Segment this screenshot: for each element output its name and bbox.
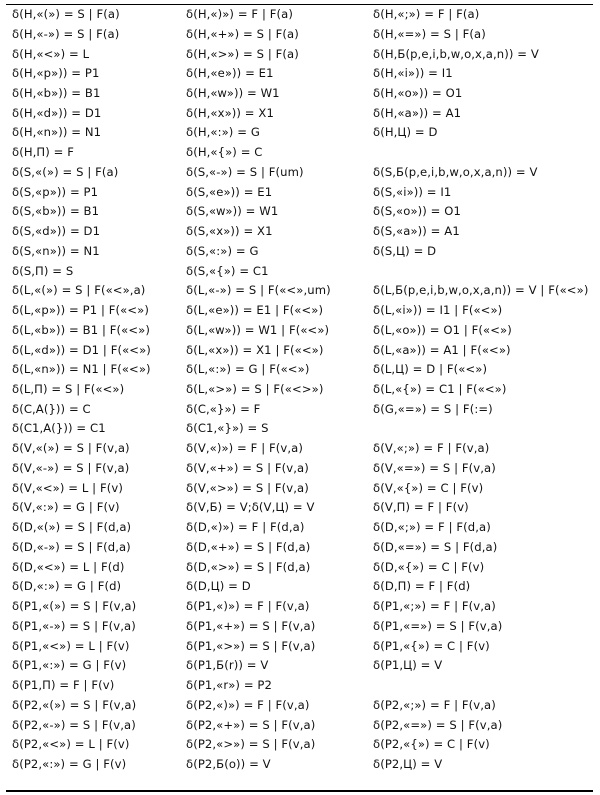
- table-row: [12, 637, 600, 657]
- table-bottom-rule: [6, 790, 593, 792]
- transition-rule-cell: δ(H,«b»)) = B1: [12, 86, 101, 100]
- transition-rule-cell: δ(C1,«}») = S: [186, 421, 269, 436]
- transition-rule-cell: δ(V,«{») = C | F(v): [373, 480, 484, 495]
- transition-rule-cell: δ(S,«:») = G: [186, 243, 259, 258]
- table-row: [12, 123, 600, 143]
- table-row: [12, 64, 600, 84]
- transition-rule-cell: δ(D,«+») = S | F(d,a): [186, 539, 311, 554]
- transition-rule-cell: δ(H,«<») = L: [12, 46, 90, 61]
- table-row: [12, 459, 600, 479]
- transition-rule-cell: δ(S,П) = S: [12, 263, 74, 278]
- transition-rule-cell: δ(S,«{») = C1: [186, 263, 269, 278]
- transition-rule-cell: δ(V,«;») = F | F(v,a): [373, 441, 490, 456]
- table-row: [12, 262, 600, 282]
- transition-rule-cell: δ(L,Ц) = D | F(«<»): [373, 362, 488, 377]
- transition-rule-cell: δ(H,«d»)) = D1: [12, 105, 102, 120]
- transition-rule-cell: δ(D,«{») = C | F(v): [373, 559, 485, 574]
- transition-rule-cell: δ(P1,П) = F | F(v): [12, 678, 115, 693]
- transition-rule-cell: δ(S,«-») = S | F(um): [186, 164, 304, 179]
- transition-rule-cell: δ(P2,«+») = S | F(v,a): [186, 717, 316, 732]
- transition-rule-cell: δ(P1,«<») = L | F(v): [12, 638, 130, 653]
- transition-rule-cell: δ(P1,Ц) = V: [373, 658, 443, 673]
- transition-rule-cell: δ(L,«:») = G | F(«<»): [186, 362, 310, 377]
- transition-rule-cell: δ(V,«+») = S | F(v,a): [186, 460, 309, 475]
- transition-rule-cell: δ(P1,«-») = S | F(v,a): [12, 618, 136, 633]
- transition-rule-cell: δ(H,«+») = S | F(a): [186, 26, 299, 41]
- transition-rule-cell: δ(D,«>») = S | F(d,a): [186, 559, 311, 574]
- table-row: [12, 281, 600, 301]
- transition-rule-cell: δ(L,«n»)) = N1 | F(«<»): [12, 362, 151, 377]
- table-row: [12, 340, 600, 360]
- transition-rule-cell: δ(H,«w»)) = W1: [186, 86, 280, 100]
- transition-rule-cell: δ(C,«}») = F: [186, 401, 261, 416]
- transition-rule-cell: δ(L,«e»)) = E1 | F(«<»): [186, 303, 324, 318]
- transition-rule-cell: δ(L,«{») = C1 | F(«<»): [373, 382, 507, 397]
- table-row: [12, 538, 600, 558]
- transition-rule-cell: δ(H,П) = F: [12, 145, 75, 160]
- transition-rule-cell: δ(H,«x»)) = X1: [186, 105, 274, 120]
- table-row: [12, 498, 600, 518]
- transition-rule-cell: δ(L,«b»)) = B1 | F(«<»): [12, 322, 150, 337]
- transition-rule-cell: δ(L,«i»)) = I1 | F(«<»): [373, 303, 503, 318]
- transition-rule-cell: δ(H,«>») = S | F(a): [186, 46, 299, 61]
- transition-rule-cell: δ(H,«;») = F | F(a): [373, 7, 480, 22]
- transition-rule-cell: δ(P2,Б(o)) = V: [186, 756, 271, 771]
- table-row: [12, 380, 600, 400]
- transition-rule-cell: δ(D,«)») = F | F(d,a): [186, 520, 305, 535]
- transition-rule-cell: δ(S,«x»)) = X1: [186, 224, 273, 239]
- table-row: [12, 656, 600, 676]
- transition-rule-cell: δ(L,«>») = S | F(«<>»): [186, 382, 324, 397]
- table-row: [12, 163, 600, 183]
- transition-rule-cell: δ(P1,«>») = S | F(v,a): [186, 638, 316, 653]
- transition-rule-cell: δ(D,«;») = F | F(d,a): [373, 520, 491, 535]
- transition-rule-cell: δ(L,«d»)) = D1 | F(«<»): [12, 342, 151, 357]
- transition-rule-cell: δ(S,«e»)) = E1: [186, 184, 273, 199]
- table-row: [12, 676, 600, 696]
- transition-rule-cell: δ(L,«x»)) = X1 | F(«<»): [186, 342, 324, 357]
- transition-rule-cell: δ(H,Б(p,e,i,b,w,o,x,a,n)) = V: [373, 46, 539, 61]
- table-row: [12, 25, 600, 45]
- transition-rule-cell: δ(D,«-») = S | F(d,a): [12, 539, 131, 554]
- table-row: [12, 183, 600, 203]
- transition-rule-cell: δ(P1,«:») = G | F(v): [12, 658, 127, 673]
- transition-rule-cell: δ(H,«=») = S | F(a): [373, 26, 486, 41]
- table-row: [12, 755, 600, 775]
- transition-rule-cell: δ(P1,«+») = S | F(v,a): [186, 618, 316, 633]
- transition-rule-cell: δ(P1,«r») = P2: [186, 678, 272, 693]
- table-row: [12, 715, 600, 735]
- transition-rule-cell: δ(D,«:») = G | F(d): [12, 579, 122, 594]
- table-row: [12, 400, 600, 420]
- transition-rule-cell: δ(H,«e»)) = E1: [186, 66, 274, 81]
- transition-rule-cell: δ(G,«=») = S | F(:=): [373, 401, 493, 416]
- transition-rule-cell: δ(P2,«)») = F | F(v,a): [186, 697, 310, 712]
- transition-rule-cell: [373, 262, 600, 282]
- transition-rule-cell: δ(D,П) = F | F(d): [373, 579, 471, 594]
- transition-rule-cell: δ(D,«=») = S | F(d,a): [373, 539, 498, 554]
- transition-rule-cell: δ(V,«(») = S | F(v,a): [12, 441, 130, 456]
- table-row: [12, 735, 600, 755]
- transition-rule-cell: δ(D,«(») = S | F(d,a): [12, 520, 132, 535]
- transition-table-body: [12, 5, 600, 775]
- transition-rule-cell: δ(V,«=») = S | F(v,a): [373, 460, 496, 475]
- table-row: [12, 617, 600, 637]
- transition-rule-cell: δ(H,«:») = G: [186, 125, 260, 140]
- transition-rule-cell: δ(H,«-») = S | F(a): [12, 26, 120, 41]
- transition-rule-cell: [373, 676, 600, 696]
- transition-rule-cell: δ(C,A(})) = C: [12, 401, 91, 416]
- transition-rule-cell: δ(L,Б(p,e,i,b,w,o,x,a,n)) = V | F(«<»): [373, 283, 589, 298]
- table-row: [12, 143, 600, 163]
- transition-rule-cell: δ(P1,«{») = C | F(v): [373, 638, 490, 653]
- transition-rule-cell: δ(P1,«;») = F | F(v,a): [373, 599, 496, 614]
- transition-rule-cell: δ(S,«o»)) = O1: [373, 204, 461, 219]
- transition-rule-cell: δ(L,П) = S | F(«<»): [12, 382, 125, 397]
- transition-table: [12, 5, 600, 775]
- table-row: [12, 419, 600, 439]
- transition-rule-cell: δ(P2,«{») = C | F(v): [373, 737, 490, 752]
- transition-rule-cell: δ(V,«-») = S | F(v,a): [12, 460, 130, 475]
- transition-rule-cell: δ(S,«b»)) = B1: [12, 204, 100, 219]
- table-row: [12, 439, 600, 459]
- table-row: [12, 301, 600, 321]
- transition-rule-cell: δ(L,«(») = S | F(«<»,a): [12, 283, 146, 298]
- transition-rule-cell: δ(H,«(») = S | F(a): [12, 7, 120, 22]
- transition-rule-cell: [373, 419, 600, 439]
- transition-rule-cell: δ(S,Б(p,e,i,b,w,o,x,a,n)) = V: [373, 164, 538, 179]
- transition-rule-cell: δ(P2,«>») = S | F(v,a): [186, 737, 316, 752]
- transition-rule-cell: δ(H,«a»)) = A1: [373, 105, 462, 120]
- table-row: [12, 84, 600, 104]
- transition-rule-cell: δ(L,«-») = S | F(«<»,um): [186, 283, 331, 298]
- transition-rule-cell: δ(V,Б) = V;δ(V,Ц) = V: [186, 500, 315, 515]
- transition-rule-cell: δ(P2,«:») = G | F(v): [12, 756, 127, 771]
- transition-rule-cell: δ(S,«i»)) = I1: [373, 184, 452, 199]
- transition-rule-cell: δ(P2,Ц) = V: [373, 756, 443, 771]
- transition-rule-cell: δ(L,«p»)) = P1 | F(«<»): [12, 303, 149, 318]
- transition-rule-cell: δ(P1,«=») = S | F(v,a): [373, 618, 503, 633]
- transition-rule-cell: δ(H,«{») = C: [186, 145, 263, 160]
- transition-rule-cell: δ(S,«a»)) = A1: [373, 224, 460, 239]
- transition-rule-cell: δ(V,«:») = G | F(v): [12, 500, 120, 515]
- table-row: [12, 5, 600, 25]
- transition-rule-cell: [373, 143, 600, 163]
- table-row: [12, 321, 600, 341]
- transition-rule-cell: δ(L,«a»)) = A1 | F(«<»): [373, 342, 511, 357]
- table-row: [12, 577, 600, 597]
- transition-rule-cell: δ(P1,«(») = S | F(v,a): [12, 599, 137, 614]
- transition-rule-cell: δ(S,«w»)) = W1: [186, 204, 279, 219]
- transition-rule-cell: δ(V,П) = F | F(v): [373, 500, 469, 515]
- transition-rule-cell: δ(L,«w»)) = W1 | F(«<»): [186, 322, 330, 337]
- table-row: [12, 44, 600, 64]
- transition-rule-cell: δ(V,«>») = S | F(v,a): [186, 480, 309, 495]
- transition-rule-cell: δ(H,«o»)) = O1: [373, 86, 463, 100]
- transition-rule-cell: δ(H,«p»)) = P1: [12, 66, 100, 81]
- table-row: [12, 360, 600, 380]
- transition-rule-cell: δ(P2,«(») = S | F(v,a): [12, 697, 137, 712]
- transition-rule-cell: δ(S,«d»)) = D1: [12, 224, 101, 239]
- table-row: [12, 558, 600, 578]
- transition-rule-cell: δ(P2,«-») = S | F(v,a): [12, 717, 136, 732]
- transition-rule-cell: δ(V,«<») = L | F(v): [12, 480, 123, 495]
- table-row: [12, 104, 600, 124]
- transition-rule-cell: δ(V,«)») = F | F(v,a): [186, 441, 303, 456]
- transition-rule-cell: δ(P2,«=») = S | F(v,a): [373, 717, 503, 732]
- table-row: [12, 202, 600, 222]
- transition-rule-cell: δ(P2,«;») = F | F(v,a): [373, 697, 496, 712]
- transition-rule-cell: δ(P2,«<») = L | F(v): [12, 737, 130, 752]
- transition-rule-cell: δ(S,«n»)) = N1: [12, 243, 100, 258]
- transition-rule-cell: δ(D,Ц) = D: [186, 579, 251, 594]
- transition-rule-cell: δ(S,«p»)) = P1: [12, 184, 99, 199]
- transition-rule-cell: δ(H,«i»)) = I1: [373, 66, 453, 81]
- transition-rule-cell: δ(P1,«)») = F | F(v,a): [186, 599, 310, 614]
- table-row: [12, 518, 600, 538]
- transition-rule-cell: δ(S,Ц) = D: [373, 243, 437, 258]
- transition-rule-cell: δ(P1,Б(r)) = V: [186, 658, 269, 673]
- table-row: [12, 222, 600, 242]
- table-row: [12, 479, 600, 499]
- transition-rule-cell: δ(H,«n»)) = N1: [12, 125, 102, 140]
- transition-rule-cell: δ(S,«(») = S | F(a): [12, 164, 119, 179]
- table-row: [12, 696, 600, 716]
- table-row: [12, 597, 600, 617]
- transition-rule-cell: δ(D,«<») = L | F(d): [12, 559, 125, 574]
- table-row: [12, 242, 600, 262]
- transition-rule-cell: δ(H,«)») = F | F(a): [186, 7, 294, 22]
- transition-rule-cell: δ(C1,A(})) = C1: [12, 421, 106, 436]
- transition-rule-cell: δ(L,«o»)) = O1 | F(«<»): [373, 322, 512, 337]
- transition-rule-cell: δ(H,Ц) = D: [373, 125, 438, 140]
